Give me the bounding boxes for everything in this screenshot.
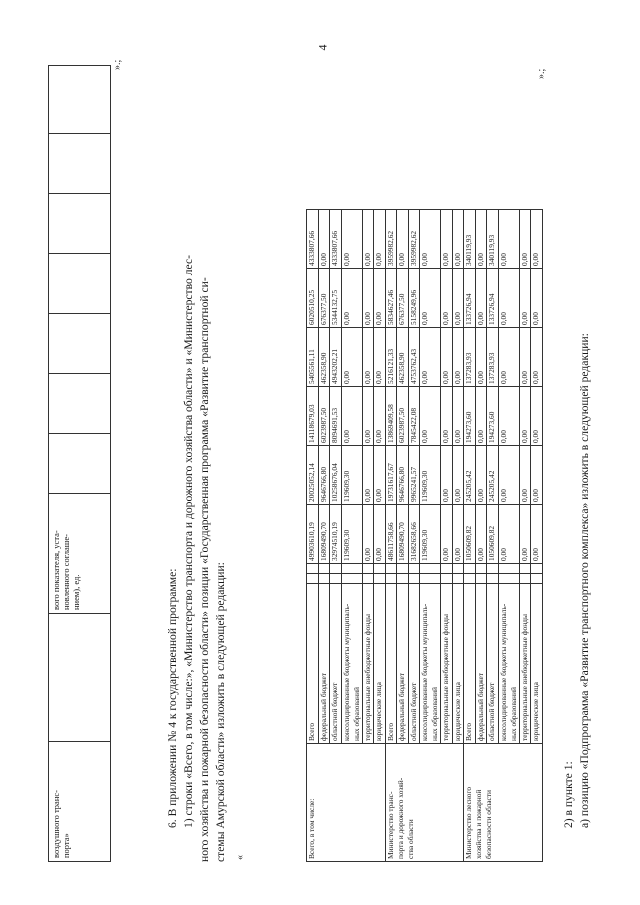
value-cell: 0,00: [374, 269, 386, 328]
page-number: 4: [315, 44, 330, 51]
empty-cell: [397, 574, 409, 584]
empty-cell: [362, 564, 374, 574]
value-cell: 5158249,96: [408, 269, 420, 328]
empty-cell: [519, 574, 531, 584]
paragraph-2: 2) в пункте 1:: [562, 761, 575, 828]
empty-cell: [374, 564, 386, 574]
source-label: консолидированные бюджеты муниципаль- ных образований: [341, 584, 362, 744]
value-cell: 0,00: [374, 210, 386, 269]
table-row: [464, 210, 476, 862]
value-cell: 0,00: [374, 446, 386, 505]
value-cell: 31682658,66: [408, 505, 420, 564]
empty-cell: [385, 574, 397, 584]
source-label: областной бюджет: [487, 584, 499, 744]
value-cell: 137283,93: [464, 328, 476, 387]
empty-cell: [330, 564, 342, 574]
empty-cell: [420, 564, 441, 574]
value-cell: 9965241,57: [408, 446, 420, 505]
fragment-cell-empty: [49, 614, 111, 742]
source-label: консолидированные бюджеты муниципаль- ных образований: [498, 584, 519, 744]
value-cell: 1050609,82: [464, 505, 476, 564]
value-cell: 0,00: [519, 505, 531, 564]
value-cell: 0,00: [475, 387, 487, 446]
source-label: Всего: [385, 584, 397, 744]
value-cell: 0,00: [531, 210, 543, 269]
value-cell: 0,00: [452, 328, 464, 387]
source-label: территориальные внебюджетные фонды: [362, 584, 374, 744]
value-cell: 0,00: [420, 328, 441, 387]
value-cell: 4753762,43: [408, 328, 420, 387]
value-cell: 5834627,46: [385, 269, 397, 328]
value-cell: 0,00: [362, 210, 374, 269]
value-cell: 0,00: [441, 446, 453, 505]
source-label: федеральный бюджет: [318, 584, 330, 744]
empty-cell: [307, 564, 319, 574]
fragment-cell-empty: [49, 374, 111, 434]
value-cell: 0,00: [420, 269, 441, 328]
source-label: юридические лица: [452, 584, 464, 744]
value-cell: 0,00: [531, 446, 543, 505]
value-cell: 8094691,53: [330, 387, 342, 446]
source-label: федеральный бюджет: [475, 584, 487, 744]
paragraph-1-line-3: стемы Амурской области» изложить в следующей редакции:: [214, 562, 227, 862]
value-cell: 5344132,75: [330, 269, 342, 328]
value-cell: 0,00: [519, 328, 531, 387]
empty-cell: [420, 574, 441, 584]
value-cell: 119609,30: [420, 446, 441, 505]
value-cell: 9646766,80: [318, 446, 330, 505]
empty-cell: [531, 564, 543, 574]
source-label: Всего: [307, 584, 319, 744]
source-label: территориальные внебюджетные фонды: [441, 584, 453, 744]
empty-cell: [498, 574, 519, 584]
value-cell: 16809490,70: [318, 505, 330, 564]
value-cell: 119609,30: [341, 505, 362, 564]
value-cell: 676377,50: [318, 269, 330, 328]
document-sheet: [48, 59, 608, 862]
value-cell: 0,00: [420, 387, 441, 446]
table-row: [385, 210, 397, 862]
value-cell: 462358,90: [397, 328, 409, 387]
empty-cell: [374, 574, 386, 584]
empty-cell: [519, 564, 531, 574]
source-label: консолидированные бюджеты муниципаль- ных образований: [420, 584, 441, 744]
value-cell: 13869409,58: [385, 387, 397, 446]
empty-cell: [385, 564, 397, 574]
empty-cell: [341, 574, 362, 584]
table-row: [307, 210, 319, 862]
value-cell: 0,00: [341, 269, 362, 328]
budget-table: [306, 209, 543, 862]
value-cell: 0,00: [498, 328, 519, 387]
value-cell: 48611758,66: [385, 505, 397, 564]
value-cell: 0,00: [441, 387, 453, 446]
value-cell: 0,00: [341, 387, 362, 446]
fragment-cell-empty: [49, 134, 111, 194]
value-cell: 0,00: [498, 446, 519, 505]
value-cell: 7845422,08: [408, 387, 420, 446]
value-cell: 6023987,50: [318, 387, 330, 446]
fragment-cell-empty: [49, 314, 111, 374]
value-cell: 0,00: [531, 505, 543, 564]
empty-cell: [464, 564, 476, 574]
value-cell: 0,00: [441, 269, 453, 328]
value-cell: 0,00: [475, 328, 487, 387]
source-label: областной бюджет: [330, 584, 342, 744]
value-cell: 0,00: [362, 505, 374, 564]
value-cell: 4333807,66: [330, 210, 342, 269]
value-cell: 133726,94: [487, 269, 499, 328]
open-quote: «: [235, 855, 246, 860]
empty-cell: [318, 574, 330, 584]
empty-cell: [408, 574, 420, 584]
value-cell: 194273,60: [464, 387, 476, 446]
value-cell: 16809490,70: [397, 505, 409, 564]
fragment-cell-1: воздушного транс- порта»: [49, 742, 111, 862]
value-cell: 0,00: [341, 328, 362, 387]
value-cell: 4943202,21: [330, 328, 342, 387]
fragment-table: [48, 65, 111, 862]
fragment-cell-empty: [49, 194, 111, 254]
value-cell: 245205,42: [464, 446, 476, 505]
value-cell: 0,00: [498, 210, 519, 269]
value-cell: 0,00: [420, 210, 441, 269]
value-cell: 133726,94: [464, 269, 476, 328]
value-cell: 194273,60: [487, 387, 499, 446]
fragment-closing-quote: ».;: [112, 59, 123, 70]
value-cell: 10258676,04: [330, 446, 342, 505]
paragraph-1-line-2: ного хозяйства и пожарной безопасности области» позиции «Государственная программа «Развитие транспортной си-: [198, 277, 211, 862]
source-label: юридические лица: [374, 584, 386, 744]
value-cell: 0,00: [475, 505, 487, 564]
value-cell: 0,00: [498, 387, 519, 446]
empty-cell: [318, 564, 330, 574]
value-cell: 462358,90: [318, 328, 330, 387]
paragraph-2a: а) позицию «Подпрограмма «Развитие транспортного комплекса» изложить в следующей редакции:: [578, 333, 591, 828]
value-cell: 0,00: [374, 387, 386, 446]
value-cell: 0,00: [519, 269, 531, 328]
empty-cell: [452, 574, 464, 584]
value-cell: 0,00: [475, 269, 487, 328]
value-cell: 0,00: [452, 505, 464, 564]
value-cell: 4333807,66: [307, 210, 319, 269]
value-cell: 137283,93: [487, 328, 499, 387]
value-cell: 0,00: [519, 387, 531, 446]
empty-cell: [487, 574, 499, 584]
value-cell: 9646766,80: [397, 446, 409, 505]
source-label: федеральный бюджет: [397, 584, 409, 744]
group-label: Всего, в том числе:: [307, 744, 386, 862]
value-cell: 0,00: [362, 328, 374, 387]
empty-cell: [330, 574, 342, 584]
empty-cell: [441, 564, 453, 574]
value-cell: 0,00: [441, 505, 453, 564]
paragraph-6: 6. В приложении № 4 к государственной программе:: [166, 568, 179, 828]
value-cell: 0,00: [475, 210, 487, 269]
value-cell: 0,00: [498, 269, 519, 328]
value-cell: 0,00: [498, 505, 519, 564]
empty-cell: [452, 564, 464, 574]
empty-cell: [408, 564, 420, 574]
empty-cell: [487, 564, 499, 574]
empty-cell: [498, 564, 519, 574]
value-cell: 0,00: [452, 387, 464, 446]
value-cell: 0,00: [452, 210, 464, 269]
value-cell: 0,00: [362, 387, 374, 446]
value-cell: 0,00: [441, 328, 453, 387]
empty-cell: [307, 574, 319, 584]
value-cell: 5405561,11: [307, 328, 319, 387]
value-cell: 19731617,67: [385, 446, 397, 505]
empty-cell: [362, 574, 374, 584]
value-cell: 0,00: [531, 387, 543, 446]
fragment-cell-empty: [49, 66, 111, 134]
value-cell: 0,00: [374, 328, 386, 387]
value-cell: 3959982,62: [408, 210, 420, 269]
value-cell: 0,00: [318, 210, 330, 269]
value-cell: 0,00: [519, 210, 531, 269]
source-label: территориальные внебюджетные фонды: [519, 584, 531, 744]
value-cell: 1050609,82: [487, 505, 499, 564]
value-cell: 5216121,33: [385, 328, 397, 387]
fragment-cell-empty: [49, 434, 111, 494]
value-cell: 0,00: [441, 210, 453, 269]
value-cell: 245205,42: [487, 446, 499, 505]
fragment-cell-2: вого показателя, уста- новленного соглаше- нием), ед.: [49, 494, 111, 614]
source-label: областной бюджет: [408, 584, 420, 744]
group-label: Министерство лесного хозяйства и пожарной безопасности области: [464, 744, 543, 862]
empty-cell: [531, 574, 543, 584]
value-cell: 49903610,19: [307, 505, 319, 564]
value-cell: 14118679,03: [307, 387, 319, 446]
table-closing-quote: ».;: [536, 68, 547, 79]
empty-cell: [464, 574, 476, 584]
value-cell: 340119,93: [464, 210, 476, 269]
value-cell: 676377,50: [397, 269, 409, 328]
value-cell: 0,00: [531, 269, 543, 328]
value-cell: 0,00: [362, 446, 374, 505]
value-cell: 0,00: [519, 446, 531, 505]
value-cell: 0,00: [452, 446, 464, 505]
source-label: Всего: [464, 584, 476, 744]
empty-cell: [475, 574, 487, 584]
value-cell: 0,00: [531, 328, 543, 387]
value-cell: 340119,93: [487, 210, 499, 269]
value-cell: 6020510,25: [307, 269, 319, 328]
value-cell: 32974510,19: [330, 505, 342, 564]
fragment-cell-empty: [49, 254, 111, 314]
value-cell: 119609,30: [341, 446, 362, 505]
empty-cell: [397, 564, 409, 574]
group-label: Министерство транс- порта и дорожного хозяй- ства области: [385, 744, 464, 862]
value-cell: 0,00: [475, 446, 487, 505]
value-cell: 6023987,50: [397, 387, 409, 446]
empty-cell: [475, 564, 487, 574]
value-cell: 3959982,62: [385, 210, 397, 269]
value-cell: 0,00: [341, 210, 362, 269]
empty-cell: [341, 564, 362, 574]
value-cell: 0,00: [397, 210, 409, 269]
value-cell: 0,00: [362, 269, 374, 328]
value-cell: 0,00: [374, 505, 386, 564]
value-cell: 119609,30: [420, 505, 441, 564]
paragraph-1-line-1: 1) строки «Всего, в том числе:», «Министерство транспорта и дорожного хозяйства области» и «Министерство лес-: [182, 255, 195, 828]
value-cell: 20025052,14: [307, 446, 319, 505]
value-cell: 0,00: [452, 269, 464, 328]
empty-cell: [441, 574, 453, 584]
source-label: юридические лица: [531, 584, 543, 744]
